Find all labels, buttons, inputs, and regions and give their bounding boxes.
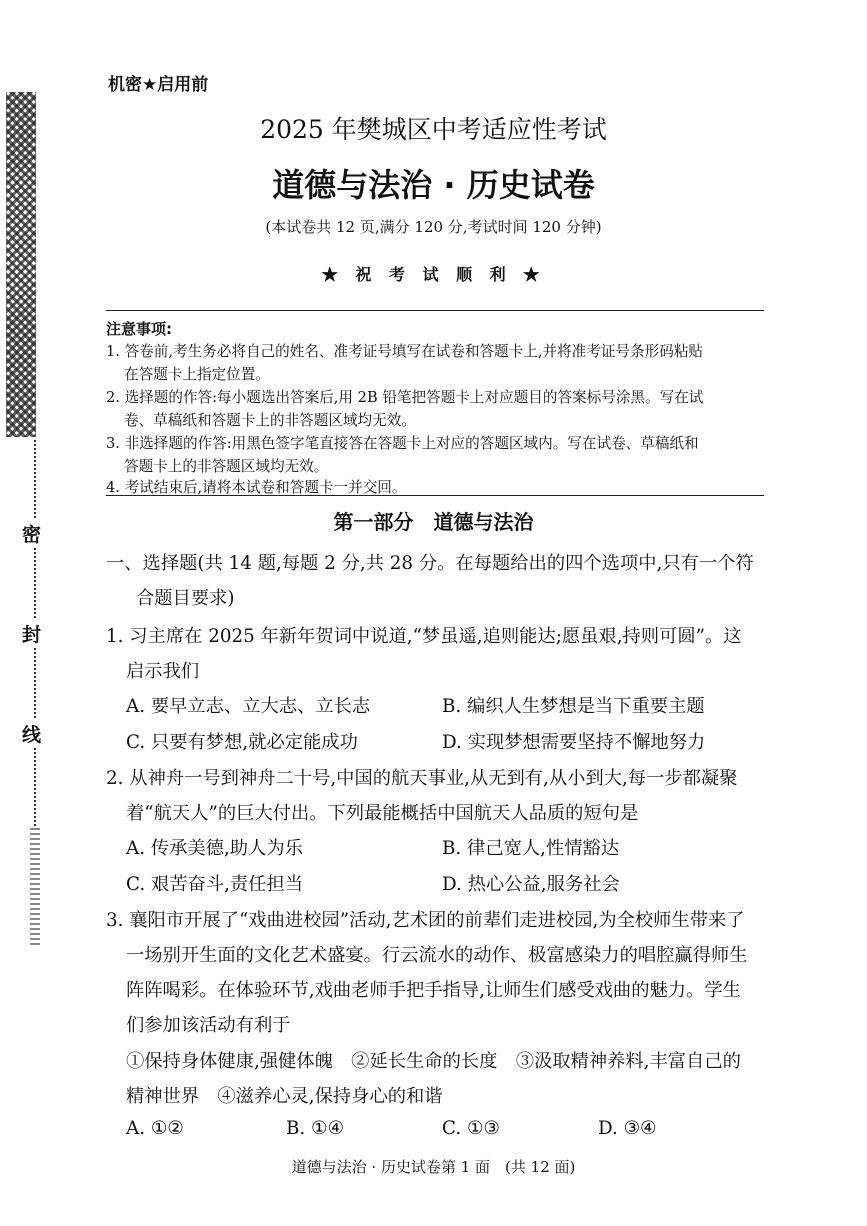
- question-3-stem-cont: 们参加该活动有利于: [126, 1015, 291, 1036]
- seal-dotted-line: [34, 748, 36, 826]
- divider-top: [106, 310, 764, 311]
- notice-line: 4. 考试结束后,请将本试卷和答题卡一并交回。: [106, 479, 407, 496]
- part-title: 第一部分 道德与法治: [333, 510, 534, 534]
- exam-info: (本试卷共 12 页,满分 120 分,考试时间 120 分钟): [265, 218, 602, 236]
- good-luck-banner: ★ 祝 考 试 顺 利 ★: [321, 265, 546, 284]
- question-3-stem: 3. 襄阳市开展了“戏曲进校园”活动,艺术团的前辈们走进校园,为全校师生带来了: [106, 910, 745, 931]
- question-2-option-b: B. 律己宽人,性情豁达: [442, 838, 620, 859]
- divider-bottom: [106, 495, 764, 496]
- question-1-stem: 1. 习主席在 2025 年新年贺词中说道,“梦虽遥,追则能达;愿虽艰,持则可圆”。这: [106, 626, 742, 647]
- notice-heading: 注意事项:: [106, 320, 172, 338]
- exam-title: 2025 年樊城区中考适应性考试: [260, 115, 607, 144]
- question-1-option-a: A. 要早立志、立大志、立长志: [126, 696, 371, 717]
- question-2-option-d: D. 热心公益,服务社会: [442, 874, 620, 895]
- notice-line: 1. 答卷前,考生务必将自己的姓名、准考证号填写在试卷和答题卡上,并将准考证号条形码粘贴: [106, 343, 704, 360]
- seal-char-mi: 密: [22, 524, 42, 546]
- question-2-option-c: C. 艰苦奋斗,责任担当: [126, 874, 304, 895]
- notice-line: 在答题卡上指定位置。: [124, 366, 270, 383]
- question-2-option-a: A. 传承美德,助人为乐: [126, 838, 303, 859]
- question-1-stem-cont: 启示我们: [126, 661, 200, 682]
- question-2-stem-cont: 着“航天人”的巨大付出。下列最能概括中国航天人品质的短句是: [126, 803, 639, 824]
- question-3-stem-cont: 一场别开生面的文化艺术盛宴。行云流水的动作、极富感染力的唱腔赢得师生: [126, 945, 748, 966]
- question-1-option-b: B. 编织人生梦想是当下重要主题: [442, 696, 705, 717]
- question-3-items: ①保持身体健康,强健体魄 ②延长生命的长度 ③汲取精神养料,丰富自己的: [126, 1051, 741, 1072]
- section-heading-cont: 合题目要求): [136, 588, 235, 609]
- question-1-option-d: D. 实现梦想需要坚持不懈地努力: [442, 732, 706, 753]
- seal-dotted-line: [34, 548, 36, 618]
- question-2-stem: 2. 从神舟一号到神舟二十号,中国的航天事业,从无到有,从小到大,每一步都凝聚: [106, 768, 738, 789]
- notice-line: 3. 非选择题的作答:用黑色签字笔直接答在答题卡上对应的答题区域内。写在试卷、草稿纸和: [106, 435, 699, 452]
- question-1-option-c: C. 只要有梦想,就必定能成功: [126, 732, 358, 753]
- subject-title: 道德与法治 · 历史试卷: [272, 166, 595, 204]
- seal-char-xian: 线: [22, 724, 42, 746]
- question-3-option-c: C. ①③: [442, 1118, 500, 1139]
- question-3-option-a: A. ①②: [126, 1118, 184, 1139]
- page-footer: 道德与法治 · 历史试卷第 1 面 (共 12 面): [291, 1158, 576, 1176]
- notice-line: 2. 选择题的作答:每小题选出答案后,用 2B 铅笔把答题卡上对应题目的答案标号涂黑。写在试: [106, 389, 704, 406]
- question-3-items-cont: 精神世界 ④滋养心灵,保持身心的和谐: [126, 1086, 443, 1107]
- confidential-label: 机密★启用前: [108, 75, 209, 95]
- question-3-stem-cont: 阵阵喝彩。在体验环节,戏曲老师手把手指导,让师生们感受戏曲的魅力。学生: [126, 980, 741, 1001]
- notice-line: 答题卡上的非答题区域均无效。: [124, 458, 329, 475]
- seal-dotted-line: [34, 648, 36, 718]
- binding-pattern-lower: [30, 825, 40, 945]
- question-3-option-d: D. ③④: [598, 1118, 657, 1139]
- seal-char-feng: 封: [22, 624, 42, 646]
- notice-line: 卷、草稿纸和答题卡上的非答题区域均无效。: [124, 412, 416, 429]
- question-3-option-b: B. ①④: [286, 1118, 344, 1139]
- section-heading: 一、选择题(共 14 题,每题 2 分,共 28 分。在每题给出的四个选项中,只有一个符: [106, 553, 754, 574]
